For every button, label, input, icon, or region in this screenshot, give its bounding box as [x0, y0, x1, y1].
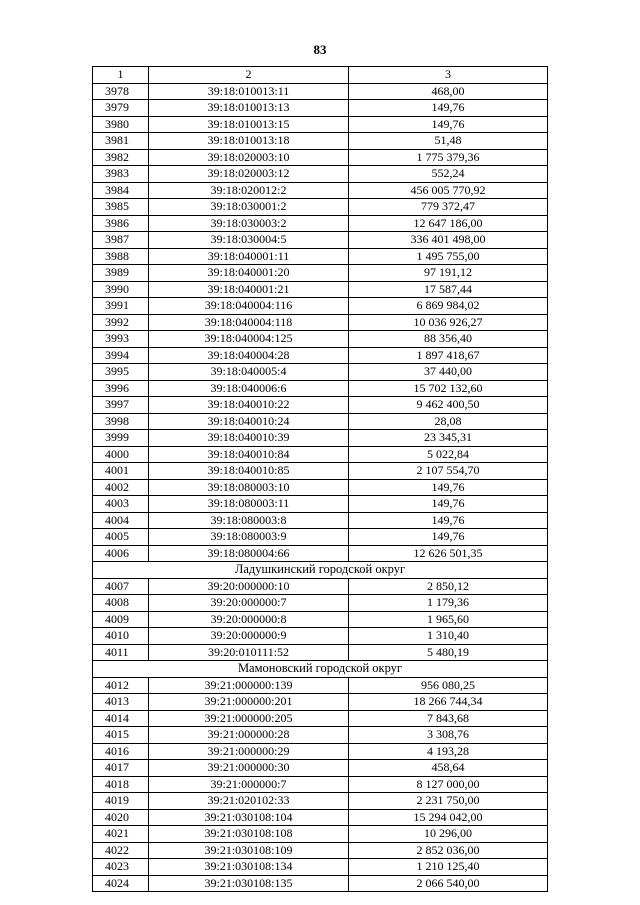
cadastral-number-cell: 39:21:030108:134 [149, 859, 349, 876]
row-number-cell: 3992 [93, 314, 149, 331]
row-number-cell: 3980 [93, 116, 149, 133]
table-row [93, 133, 548, 150]
table-row [93, 430, 548, 447]
cadastral-value-cell: 28,08 [349, 413, 548, 430]
cadastral-value-cell: 2 850,12 [349, 578, 548, 595]
cadastral-value-cell: 10 296,00 [349, 826, 548, 843]
cadastral-value-cell: 149,76 [349, 479, 548, 496]
cadastral-number-cell: 39:21:030108:108 [149, 826, 349, 843]
table-row [93, 743, 548, 760]
cadastral-number-cell: 39:18:030001:2 [149, 199, 349, 216]
row-number-cell: 3984 [93, 182, 149, 199]
table-row [93, 694, 548, 711]
table-row [93, 727, 548, 744]
cadastral-value-cell: 149,76 [349, 496, 548, 513]
row-number-cell: 4002 [93, 479, 149, 496]
table-row [93, 182, 548, 199]
cadastral-value-cell: 3 308,76 [349, 727, 548, 744]
cadastral-value-cell: 4 193,28 [349, 743, 548, 760]
cadastral-number-cell: 39:21:030108:104 [149, 809, 349, 826]
cadastral-number-cell: 39:21:000000:30 [149, 760, 349, 777]
cadastral-number-cell: 39:18:040010:84 [149, 446, 349, 463]
table-row [93, 859, 548, 876]
row-number-cell: 4005 [93, 529, 149, 546]
row-number-cell: 4007 [93, 578, 149, 595]
cadastral-value-cell: 2 231 750,00 [349, 793, 548, 810]
row-number-cell: 4006 [93, 545, 149, 562]
row-number-cell: 4015 [93, 727, 149, 744]
table-row [93, 166, 548, 183]
cadastral-number-cell: 39:18:080003:8 [149, 512, 349, 529]
section-title: Мамоновский городской округ [93, 661, 548, 678]
cadastral-number-cell: 39:18:080004:66 [149, 545, 349, 562]
table-row [93, 875, 548, 892]
row-number-cell: 3991 [93, 298, 149, 315]
table-row [93, 545, 548, 562]
row-number-cell: 4016 [93, 743, 149, 760]
cadastral-value-cell: 10 036 926,27 [349, 314, 548, 331]
cadastral-number-cell: 39:18:010013:18 [149, 133, 349, 150]
cadastral-value-cell: 2 852 036,00 [349, 842, 548, 859]
row-number-cell: 3990 [93, 281, 149, 298]
row-number-cell: 3986 [93, 215, 149, 232]
cadastral-number-cell: 39:18:020003:10 [149, 149, 349, 166]
table-row [93, 677, 548, 694]
header-col-2: 2 [149, 67, 349, 84]
row-number-cell: 4008 [93, 595, 149, 612]
cadastral-number-cell: 39:18:040004:125 [149, 331, 349, 348]
table-row [93, 347, 548, 364]
header-col-3: 3 [349, 67, 548, 84]
table-row [93, 248, 548, 265]
cadastral-number-cell: 39:18:030004:5 [149, 232, 349, 249]
cadastral-value-cell: 149,76 [349, 529, 548, 546]
row-number-cell: 4022 [93, 842, 149, 859]
table-row [93, 298, 548, 315]
cadastral-number-cell: 39:18:040006:6 [149, 380, 349, 397]
cadastral-number-cell: 39:18:040004:116 [149, 298, 349, 315]
row-number-cell: 3998 [93, 413, 149, 430]
cadastral-number-cell: 39:18:080003:10 [149, 479, 349, 496]
cadastral-number-cell: 39:18:010013:15 [149, 116, 349, 133]
cadastral-value-cell: 1 495 755,00 [349, 248, 548, 265]
table-row [93, 595, 548, 612]
cadastral-value-cell: 12 647 186,00 [349, 215, 548, 232]
row-number-cell: 3982 [93, 149, 149, 166]
table-row [93, 496, 548, 513]
row-number-cell: 3997 [93, 397, 149, 414]
table-row [93, 826, 548, 843]
table-row [93, 611, 548, 628]
cadastral-number-cell: 39:18:080003:11 [149, 496, 349, 513]
table-row [93, 232, 548, 249]
table-row [93, 100, 548, 117]
cadastral-value-cell: 2 066 540,00 [349, 875, 548, 892]
table-row [93, 380, 548, 397]
cadastral-number-cell: 39:18:040004:118 [149, 314, 349, 331]
cadastral-value-cell: 8 127 000,00 [349, 776, 548, 793]
cadastral-value-cell: 336 401 498,00 [349, 232, 548, 249]
table-row [93, 793, 548, 810]
row-number-cell: 4012 [93, 677, 149, 694]
page-number: 83 [313, 42, 327, 57]
cadastral-value-cell: 1 310,40 [349, 628, 548, 645]
cadastral-number-cell: 39:21:000000:139 [149, 677, 349, 694]
row-number-cell: 3993 [93, 331, 149, 348]
cadastral-value-cell: 12 626 501,35 [349, 545, 548, 562]
table-row [93, 842, 548, 859]
row-number-cell: 3979 [93, 100, 149, 117]
table-row [93, 364, 548, 381]
table-row [93, 446, 548, 463]
cadastral-value-cell: 51,48 [349, 133, 548, 150]
row-number-cell: 3983 [93, 166, 149, 183]
cadastral-number-cell: 39:18:040010:24 [149, 413, 349, 430]
row-number-cell: 4000 [93, 446, 149, 463]
cadastral-number-cell: 39:18:010013:13 [149, 100, 349, 117]
table-header-row [93, 67, 548, 84]
row-number-cell: 4009 [93, 611, 149, 628]
cadastral-value-cell: 1 210 125,40 [349, 859, 548, 876]
table-row [93, 529, 548, 546]
table-row [93, 397, 548, 414]
row-number-cell: 3995 [93, 364, 149, 381]
cadastral-number-cell: 39:18:030003:2 [149, 215, 349, 232]
cadastral-value-cell: 458,64 [349, 760, 548, 777]
cadastral-number-cell: 39:20:000000:9 [149, 628, 349, 645]
cadastral-value-cell: 779 372,47 [349, 199, 548, 216]
table-row [93, 199, 548, 216]
cadastral-value-cell: 17 587,44 [349, 281, 548, 298]
cadastral-value-cell: 88 356,40 [349, 331, 548, 348]
cadastral-value-cell: 149,76 [349, 100, 548, 117]
cadastral-number-cell: 39:20:010111:52 [149, 644, 349, 661]
cadastral-value-cell: 15 702 132,60 [349, 380, 548, 397]
table-row [93, 776, 548, 793]
cadastral-value-cell: 7 843,68 [349, 710, 548, 727]
cadastral-number-cell: 39:18:020012:2 [149, 182, 349, 199]
table-row [93, 809, 548, 826]
row-number-cell: 4010 [93, 628, 149, 645]
cadastral-value-cell: 18 266 744,34 [349, 694, 548, 711]
table-row [93, 331, 548, 348]
cadastral-number-cell: 39:20:000000:8 [149, 611, 349, 628]
row-number-cell: 4024 [93, 875, 149, 892]
cadastral-value-cell: 37 440,00 [349, 364, 548, 381]
row-number-cell: 4013 [93, 694, 149, 711]
table-body [93, 83, 548, 892]
row-number-cell: 3994 [93, 347, 149, 364]
cadastral-value-cell: 1 179,36 [349, 595, 548, 612]
row-number-cell: 4014 [93, 710, 149, 727]
header-col-1: 1 [93, 67, 149, 84]
row-number-cell: 4011 [93, 644, 149, 661]
table-row [93, 578, 548, 595]
cadastral-number-cell: 39:21:000000:201 [149, 694, 349, 711]
cadastral-number-cell: 39:18:040004:28 [149, 347, 349, 364]
cadastral-number-cell: 39:21:000000:28 [149, 727, 349, 744]
table-row [93, 116, 548, 133]
cadastral-number-cell: 39:18:040010:39 [149, 430, 349, 447]
cadastral-number-cell: 39:21:000000:29 [149, 743, 349, 760]
cadastral-number-cell: 39:18:040010:85 [149, 463, 349, 480]
row-number-cell: 3999 [93, 430, 149, 447]
section-header-row [93, 661, 548, 678]
row-number-cell: 4020 [93, 809, 149, 826]
cadastral-number-cell: 39:18:040010:22 [149, 397, 349, 414]
row-number-cell: 3989 [93, 265, 149, 282]
cadastral-value-cell: 456 005 770,92 [349, 182, 548, 199]
cadastral-number-cell: 39:21:000000:205 [149, 710, 349, 727]
cadastral-value-cell: 5 480,19 [349, 644, 548, 661]
row-number-cell: 4001 [93, 463, 149, 480]
table-row [93, 628, 548, 645]
cadastral-number-cell: 39:21:030108:109 [149, 842, 349, 859]
cadastral-value-cell: 5 022,84 [349, 446, 548, 463]
row-number-cell: 4004 [93, 512, 149, 529]
cadastral-value-cell: 6 869 984,02 [349, 298, 548, 315]
row-number-cell: 4017 [93, 760, 149, 777]
cadastral-value-cell: 1 965,60 [349, 611, 548, 628]
row-number-cell: 3996 [93, 380, 149, 397]
cadastral-number-cell: 39:18:040005:4 [149, 364, 349, 381]
row-number-cell: 3978 [93, 83, 149, 100]
table-row [93, 512, 548, 529]
table-row [93, 149, 548, 166]
cadastral-value-cell: 956 080,25 [349, 677, 548, 694]
table-row [93, 479, 548, 496]
section-header-row [93, 562, 548, 579]
cadastral-value-cell: 149,76 [349, 512, 548, 529]
table-row [93, 413, 548, 430]
cadastral-number-cell: 39:20:000000:7 [149, 595, 349, 612]
cadastral-number-cell: 39:18:020003:12 [149, 166, 349, 183]
row-number-cell: 3981 [93, 133, 149, 150]
cadastral-value-cell: 2 107 554,70 [349, 463, 548, 480]
cadastral-value-cell: 552,24 [349, 166, 548, 183]
table-row [93, 215, 548, 232]
row-number-cell: 3985 [93, 199, 149, 216]
cadastral-number-cell: 39:18:040001:20 [149, 265, 349, 282]
row-number-cell: 4018 [93, 776, 149, 793]
row-number-cell: 4003 [93, 496, 149, 513]
row-number-cell: 3987 [93, 232, 149, 249]
cadastral-value-cell: 9 462 400,50 [349, 397, 548, 414]
section-title: Ладушкинский городской округ [93, 562, 548, 579]
table-row [93, 760, 548, 777]
row-number-cell: 4021 [93, 826, 149, 843]
cadastral-number-cell: 39:18:080003:9 [149, 529, 349, 546]
cadastral-number-cell: 39:21:030108:135 [149, 875, 349, 892]
row-number-cell: 4019 [93, 793, 149, 810]
row-number-cell: 3988 [93, 248, 149, 265]
cadastral-value-cell: 468,00 [349, 83, 548, 100]
cadastral-value-table [92, 66, 548, 892]
cadastral-value-cell: 97 191,12 [349, 265, 548, 282]
cadastral-number-cell: 39:20:000000:10 [149, 578, 349, 595]
table-row [93, 281, 548, 298]
cadastral-number-cell: 39:18:040001:11 [149, 248, 349, 265]
table-row [93, 83, 548, 100]
cadastral-value-cell: 15 294 042,00 [349, 809, 548, 826]
cadastral-number-cell: 39:21:020102:33 [149, 793, 349, 810]
table-row [93, 463, 548, 480]
cadastral-number-cell: 39:21:000000:7 [149, 776, 349, 793]
table-row [93, 265, 548, 282]
cadastral-number-cell: 39:18:010013:11 [149, 83, 349, 100]
table-row [93, 314, 548, 331]
table-row [93, 644, 548, 661]
cadastral-value-cell: 1 897 418,67 [349, 347, 548, 364]
table-row [93, 710, 548, 727]
cadastral-value-cell: 1 775 379,36 [349, 149, 548, 166]
cadastral-number-cell: 39:18:040001:21 [149, 281, 349, 298]
cadastral-value-cell: 23 345,31 [349, 430, 548, 447]
cadastral-value-cell: 149,76 [349, 116, 548, 133]
row-number-cell: 4023 [93, 859, 149, 876]
